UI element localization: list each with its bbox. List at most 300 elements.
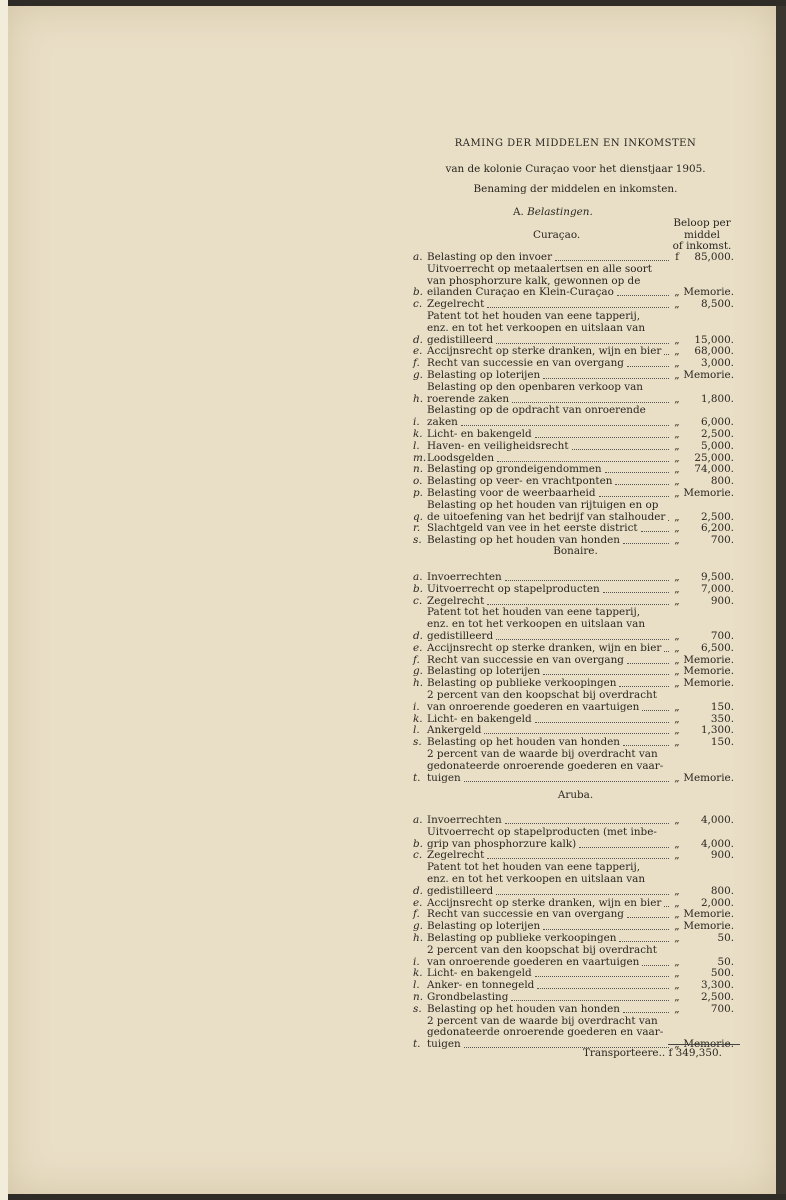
list-item [413,370,738,382]
item-letter: g. [413,368,423,381]
amount-value: Memorie. [683,771,734,784]
currency-mark: „ [674,884,680,897]
item-description [427,500,672,524]
item-letter: h. [413,931,423,944]
description-line: gedonateerde onroerende goederen en vaar- [427,759,664,772]
leader-dots [535,429,669,438]
leader-dots [496,886,669,895]
currency-mark: „ [674,665,680,678]
leader-dots [555,252,669,261]
currency-mark: „ [674,594,680,607]
section-a-name: Belastingen. [527,206,593,218]
amount-value: 2,500. [700,510,734,523]
item-letter: e. [413,345,423,358]
amount-value: 150. [710,736,734,749]
item-letter: t. [413,771,421,784]
amount-value: Memorie. [683,665,734,678]
leader-dots [627,909,669,918]
list-item [413,992,738,1004]
amount-value: Memorie. [683,653,734,666]
item-letter: l. [413,979,420,992]
description-line: Patent tot het houden van eene tapperij, [427,606,641,619]
currency-mark: „ [674,427,680,440]
currency-mark: „ [674,700,680,713]
amount-value: 6,200. [700,522,734,535]
leader-dots [603,584,669,593]
currency-mark: „ [674,333,680,346]
amount-value: 900. [710,849,734,862]
leader-dots [505,572,669,581]
leader-dots [543,370,669,379]
amount-header-line: middel [684,228,720,241]
item-letter: c. [413,594,423,607]
amount-value: Memorie. [683,1038,734,1051]
item-letter: n. [413,990,423,1003]
description-line: Belasting op het houden van honden [427,534,620,547]
leader-dots [487,596,669,605]
leader-dots [512,394,669,403]
currency-mark: „ [674,486,680,499]
item-description [427,862,672,897]
item-description [427,933,672,945]
list-item [413,405,738,429]
item-letter: i. [413,955,420,968]
document-subtitle: van de kolonie Curaçao voor het dienstjaar 1905. [445,163,706,175]
description-line: Belasting op loterijen [427,368,541,381]
currency-mark: „ [674,979,680,992]
item-letter: m. [413,451,427,464]
description-line: enz. en tot het verkoopen en uitslaan van [427,872,646,885]
amount-value: 700. [710,629,734,642]
list-item [413,827,738,851]
leader-dots [668,512,669,521]
currency-mark: „ [674,451,680,464]
list-item [413,264,738,299]
item-letter: k. [413,712,423,725]
currency-mark: „ [674,1038,680,1051]
transport-label: Transporteere.. [583,1047,666,1059]
description-line: enz. en tot het verkoopen en uitslaan van [427,321,646,334]
description-line: Belasting op publieke verkoopingen [427,931,617,944]
leader-dots [464,773,669,782]
item-letter: d. [413,884,423,897]
description-line: Uitvoerrecht op stapelproducten (met inbe- [427,825,657,838]
currency-mark: „ [674,368,680,381]
item-letter: o. [413,475,423,488]
amount-value: Memorie. [683,286,734,299]
document-heading: Benaming der middelen en inkomsten. [473,183,678,195]
amount-value: 8,500. [700,298,734,311]
item-description [427,1004,672,1016]
list-item [413,584,738,596]
leader-dots [543,921,669,930]
description-line: 2 percent van de waarde bij overdracht van [427,1014,658,1027]
amount-value: 74,000. [694,463,734,476]
item-letter: b. [413,286,423,299]
description-line: van onroerende goederen en vaartuigen [427,955,640,968]
currency-mark: „ [674,653,680,666]
item-letter: l. [413,724,420,737]
currency-mark: „ [674,641,680,654]
description-line: zaken [427,416,458,429]
description-line: Belasting op loterijen [427,665,541,678]
amount-value: 4,000. [700,814,734,826]
item-letter: g. [413,920,423,933]
item-description [427,992,672,1004]
item-description [427,441,672,453]
amount-value: 3,000. [700,357,734,370]
currency-mark: „ [674,712,680,725]
description-line: roerende zaken [427,392,510,405]
currency-mark: „ [674,582,680,595]
item-letter: d. [413,333,423,346]
leader-dots [496,631,669,640]
currency-mark: „ [674,896,680,909]
item-letter: q. [413,510,423,523]
leader-dots [497,453,669,462]
item-letter: f. [413,908,420,921]
item-letter: n. [413,463,423,476]
item-letter: c. [413,298,423,311]
leader-dots [543,666,669,675]
currency-mark: „ [674,837,680,850]
description-line: Belasting op veer- en vrachtponten [427,475,613,488]
list-item [413,311,738,346]
list-item [413,382,738,406]
amount-value: 9,500. [700,571,734,583]
item-letter: h. [413,392,423,405]
description-line: gedonateerde onroerende goederen en vaar- [427,1026,664,1039]
item-description [427,405,672,429]
description-line: gedistilleerd [427,333,494,346]
region-bonaire: Bonaire. [553,545,598,557]
document-title: RAMING DER MIDDELEN EN INKOMSTEN [454,138,697,149]
curacao-list [413,252,738,547]
currency-mark: „ [674,571,680,583]
amount-value: 2,500. [700,427,734,440]
leader-dots [627,655,669,664]
currency-mark: „ [674,510,680,523]
item-letter: p. [413,486,423,499]
description-line: 2 percent van den koopschat bij overdracht [427,943,657,956]
leader-dots [664,643,669,652]
currency-mark: „ [674,908,680,921]
description-line: Licht- en bakengeld [427,427,532,440]
currency-mark: „ [674,286,680,299]
description-line: Anker- en tonnegeld [427,979,535,992]
amount-value: 6,500. [700,641,734,654]
item-description [427,1016,672,1051]
item-letter: f. [413,357,420,370]
leader-dots [623,1004,669,1013]
description-line: enz. en tot het verkoopen en uitslaan van [427,618,646,631]
item-letter: k. [413,427,423,440]
leader-dots [484,725,669,734]
list-item [413,643,738,655]
leader-dots [599,488,669,497]
amount-header-line: of inkomst. [672,240,732,252]
amount-value: Memorie. [683,920,734,933]
list-item [413,749,738,784]
currency-mark: „ [674,416,680,429]
description-line: Invoerrechten [427,571,502,583]
description-line: Belasting op de opdracht van onroerende [427,404,646,417]
item-letter: f. [413,653,420,666]
item-letter: i. [413,700,420,713]
item-description [427,749,672,784]
description-line: Accijnsrecht op sterke dranken, wijn en bier [427,641,662,654]
amount-column-header [666,218,738,253]
transport-amount: 349,350. [675,1047,722,1059]
amount-value: Memorie. [683,908,734,921]
description-line: tuigen [427,771,461,784]
description-line: tuigen [427,1038,461,1051]
description-line: Licht- en bakengeld [427,967,532,980]
currency-mark: „ [674,298,680,311]
description-line: Belasting op den openbaren verkoop van [427,380,643,393]
region-aruba: Aruba. [557,789,594,801]
aruba-list [413,815,738,1051]
item-letter: s. [413,1002,422,1015]
item-letter: e. [413,641,423,654]
leader-dots [627,358,669,367]
currency-mark: „ [674,1002,680,1015]
page-fold [0,0,8,1200]
currency-mark: „ [674,814,680,826]
leader-dots [619,678,669,687]
amount-value: 800. [710,884,734,897]
list-item [413,607,738,642]
description-line: eilanden Curaçao en Klein-Curaçao [427,286,614,299]
amount-value: 800. [710,475,734,488]
bonaire-list [413,572,738,784]
description-line: Loodsgelden [427,451,495,464]
amount-header-line: Beloop per [673,217,731,229]
currency-mark: „ [674,534,680,547]
item-description [427,584,672,596]
list-item [413,1016,738,1051]
item-description [427,690,672,714]
item-letter: r. [413,522,421,535]
item-letter: d. [413,629,423,642]
description-line: van phosphorzure kalk, gewonnen op de [427,274,641,287]
item-description [427,370,672,382]
item-description [427,488,672,500]
description-line: Patent tot het houden van eene tapperij, [427,861,641,874]
currency-mark: „ [674,522,680,535]
item-description [427,264,672,299]
amount-value: 700. [710,534,734,547]
leader-dots [605,464,669,473]
item-letter: i. [413,416,420,429]
list-item [413,945,738,969]
amount-value: 1,300. [700,724,734,737]
currency-mark: „ [674,357,680,370]
leader-dots [487,850,669,859]
amount-value: 50. [717,955,734,968]
leader-dots [615,476,669,485]
amount-value: 50. [717,931,734,944]
leader-dots [664,898,669,907]
amount-value: 350. [710,712,734,725]
amount-value: 6,000. [700,416,734,429]
amount-value: 1,800. [700,392,734,405]
leader-dots [496,335,669,344]
item-letter: b. [413,837,423,850]
currency-mark: „ [674,475,680,488]
leader-dots [642,957,669,966]
currency-mark: „ [674,629,680,642]
list-item [413,933,738,945]
leader-dots [535,968,669,977]
description-line: Belasting op grondeigendommen [427,463,602,476]
leader-dots [505,815,669,824]
description-line: gedistilleerd [427,884,494,897]
item-letter: s. [413,534,422,547]
amount-value: 900. [710,594,734,607]
amount-value: 700. [710,1002,734,1015]
item-description [427,382,672,406]
description-line: Recht van successie en van overgang [427,653,624,666]
leader-dots [461,417,669,426]
list-item [413,1004,738,1016]
description-line: Zegelrecht [427,298,485,311]
amount-value: 500. [710,967,734,980]
description-line: Ankergeld [427,724,482,737]
item-letter: k. [413,967,423,980]
description-line: Accijnsrecht op sterke dranken, wijn en bier [427,896,662,909]
item-letter: a. [413,814,423,826]
currency-mark: „ [674,463,680,476]
section-a-letter: A. [513,206,524,218]
list-item [413,862,738,897]
amount-value: Memorie. [683,486,734,499]
description-line: van onroerende goederen en vaartuigen [427,700,640,713]
leader-dots [664,346,669,355]
description-line: grip van phosphorzure kalk) [427,837,577,850]
leader-dots [572,441,669,450]
description-line: Belasting op het houden van rijtuigen en op [427,498,659,511]
currency-mark: „ [674,392,680,405]
currency-mark: „ [674,736,680,749]
item-letter: t. [413,1038,421,1051]
amount-value: 7,000. [700,582,734,595]
transport-currency: f [668,1047,673,1059]
currency-mark: „ [674,931,680,944]
section-a-heading [513,207,593,219]
item-letter: s. [413,736,422,749]
description-line: Belasting voor de weerbaarheid [427,486,596,499]
description-line: Uitvoerrecht op stapelproducten [427,582,600,595]
description-line: Grondbelasting [427,990,509,1003]
amount-value: 3,300. [700,979,734,992]
page-edge [776,6,786,1194]
leader-dots [487,299,669,308]
item-letter: a. [413,571,423,583]
total-rule [668,1044,740,1045]
currency-mark: „ [674,990,680,1003]
description-line: Belasting op het houden van honden [427,1002,620,1015]
leader-dots [535,714,669,723]
list-item [413,441,738,453]
description-line: Invoerrechten [427,814,502,826]
amount-value: 5,000. [700,439,734,452]
item-letter: l. [413,439,420,452]
item-description [427,827,672,851]
currency-mark: „ [674,920,680,933]
description-line: Accijnsrecht op sterke dranken, wijn en bier [427,345,662,358]
description-line: Belasting op publieke verkoopingen [427,677,617,690]
leader-dots [641,523,669,532]
currency-mark: „ [674,345,680,358]
currency-mark: „ [674,955,680,968]
amount-value: 2,500. [700,990,734,1003]
amount-value: 85,000. [694,251,734,263]
description-line: Zegelrecht [427,594,485,607]
currency-mark: „ [674,724,680,737]
amount-value: 68,000. [694,345,734,358]
description-line: gedistilleerd [427,629,494,642]
region-curacao: Curaçao. [533,229,581,241]
description-line: de uitoefening van het bedrijf van stalhouder [427,510,666,523]
description-line: Belasting op den invoer [427,251,553,263]
item-description [427,643,672,655]
description-line: Recht van successie en van overgang [427,357,624,370]
description-line: Uitvoerrecht op metaalertsen en alle soort [427,262,652,275]
currency-mark: „ [674,771,680,784]
item-letter: h. [413,677,423,690]
leader-dots [623,737,669,746]
leader-dots [537,980,669,989]
leader-dots [579,839,669,848]
currency-mark: „ [674,677,680,690]
list-item [413,500,738,524]
amount-value: 2,000. [700,896,734,909]
item-description [427,311,672,346]
description-line: Haven- en veiligheidsrecht [427,439,569,452]
description-line: Licht- en bakengeld [427,712,532,725]
description-line: Recht van successie en van overgang [427,908,624,921]
leader-dots [619,933,669,942]
amount-value: Memorie. [683,368,734,381]
list-item [413,488,738,500]
description-line: Zegelrecht [427,849,485,862]
description-line: Belasting op loterijen [427,920,541,933]
item-letter: g. [413,665,423,678]
amount-value: 15,000. [694,333,734,346]
description-line: Slachtgeld van vee in het eerste district [427,522,638,535]
leader-dots [623,535,669,544]
amount-value: 25,000. [694,451,734,464]
item-letter: b. [413,582,423,595]
item-letter: e. [413,896,423,909]
currency-mark: „ [674,967,680,980]
leader-dots [617,287,669,296]
currency-mark: „ [674,439,680,452]
description-line: 2 percent van den koopschat bij overdracht [427,688,657,701]
item-letter: a. [413,251,423,263]
description-line: Patent tot het houden van eene tapperij, [427,309,641,322]
amount-value: Memorie. [683,677,734,690]
amount-value: 4,000. [700,837,734,850]
description-line: 2 percent van de waarde bij overdracht van [427,747,658,760]
currency-mark: f [675,251,679,263]
description-line: Belasting op het houden van honden [427,736,620,749]
leader-dots [642,702,669,711]
transport-total [583,1048,733,1060]
list-item [413,429,738,441]
list-item [413,690,738,714]
